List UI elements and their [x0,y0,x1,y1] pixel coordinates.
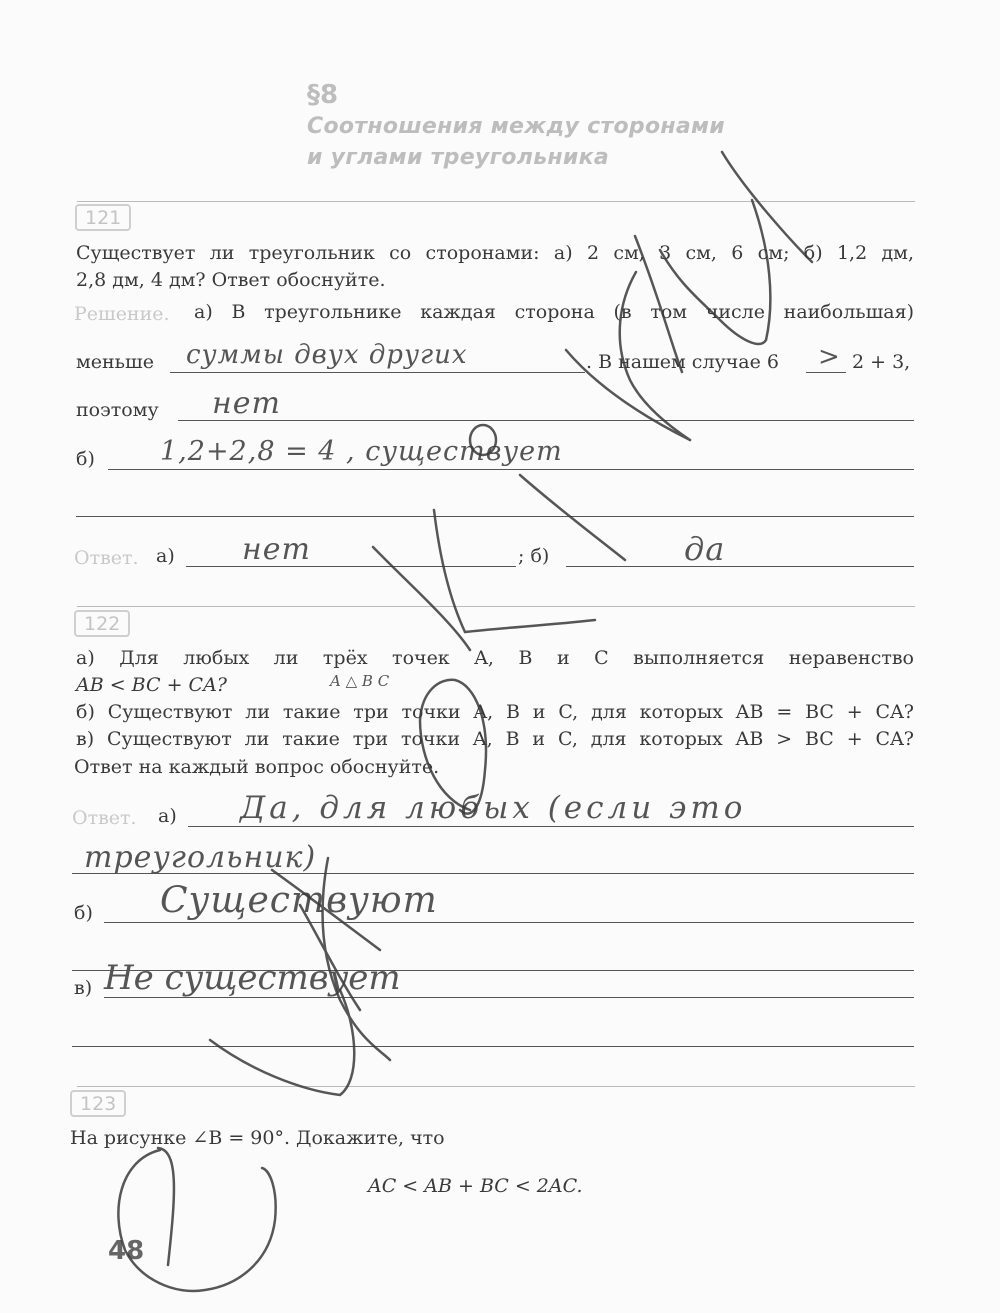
answer-b-label-121: ; б) [518,545,550,567]
answer-a-122-line1: Да, для любых (если это [240,790,747,826]
therefore-answer: нет [212,386,281,421]
solution-label: Решение. [74,303,170,325]
less-label: меньше [76,351,154,373]
answer-label-122: Ответ. [72,807,137,829]
extra-answer-line[interactable] [76,516,914,517]
b-answer: 1,2+2,8 = 4 , существует [160,436,563,467]
task123-statement: На рисунке ∠B = 90°. Докажите, что [70,1127,445,1149]
section-number: §8 [307,80,339,110]
therefore-label: поэтому [76,399,159,421]
less-answer: суммы двух других [186,340,468,370]
answer-extra-line2-122[interactable] [72,1046,914,1047]
task122-note: Ответ на каждый вопрос обоснуйте. [74,756,440,778]
task121-question-line2: 2,8 дм, 4 дм? Ответ обоснуйте. [76,269,386,291]
case-sign: > [818,342,841,372]
answer-a-122-line2: треугольник) [84,840,317,875]
b-label: б) [76,448,95,470]
answer-b-line-121[interactable] [566,566,914,567]
b-answer-line[interactable] [108,469,914,470]
answer-a-121: нет [242,532,311,567]
answer-a-line-122[interactable] [188,826,914,827]
answer-b-line-122[interactable] [104,922,914,923]
section-title-line2: и углами треугольника [307,145,610,170]
solution-text: а) В треугольнике каждая сторона (в том числе наибольшая) [194,301,914,323]
answer-b-121: да [684,530,726,568]
task122-question-a-line1: а) Для любых ли трёх точек A, B и C выполняется неравенство [76,647,914,669]
task121-question-line1: Существует ли треугольник со сторонами: а) 2 см, 3 см, 6 см; б) 1,2 дм, [76,242,914,264]
sketch-triangle: A △ B C [330,672,390,690]
answer-a-label-122: а) [158,805,177,827]
answer-b-label-122: б) [74,902,93,924]
therefore-answer-line[interactable] [178,420,914,421]
answer-a-label-121: а) [156,545,175,567]
divider [77,201,915,202]
case-tail: 2 + 3, [852,351,911,373]
less-answer-line[interactable] [170,372,585,373]
section-title-line1: Соотношения между сторонами [307,114,726,139]
task122-question-b: б) Существуют ли такие три точки A, B и C, для которых AB = BC + CA? [76,701,914,723]
answer-b-122: Существуют [160,880,438,921]
answer-label-121: Ответ. [74,547,139,569]
task-number-123: 123 [70,1090,126,1117]
divider [77,606,915,607]
task123-formula: AC < AB + BC < 2AC. [368,1175,583,1197]
case-sign-line[interactable] [806,372,846,373]
page-number: 48 [108,1236,145,1266]
task122-question-c: в) Существуют ли такие три точки A, B и C, для которых AB > BC + CA? [76,728,914,750]
task-number-121: 121 [75,204,131,231]
task122-question-a-line2: AB < BC + CA? [76,674,227,696]
divider [77,1086,915,1087]
task-number-122: 122 [74,610,130,637]
answer-a-line-121[interactable] [186,566,516,567]
answer-c-122: Не существует [104,958,401,998]
case-text: . В нашем случае 6 [586,351,779,373]
answer-c-label-122: в) [74,977,93,999]
